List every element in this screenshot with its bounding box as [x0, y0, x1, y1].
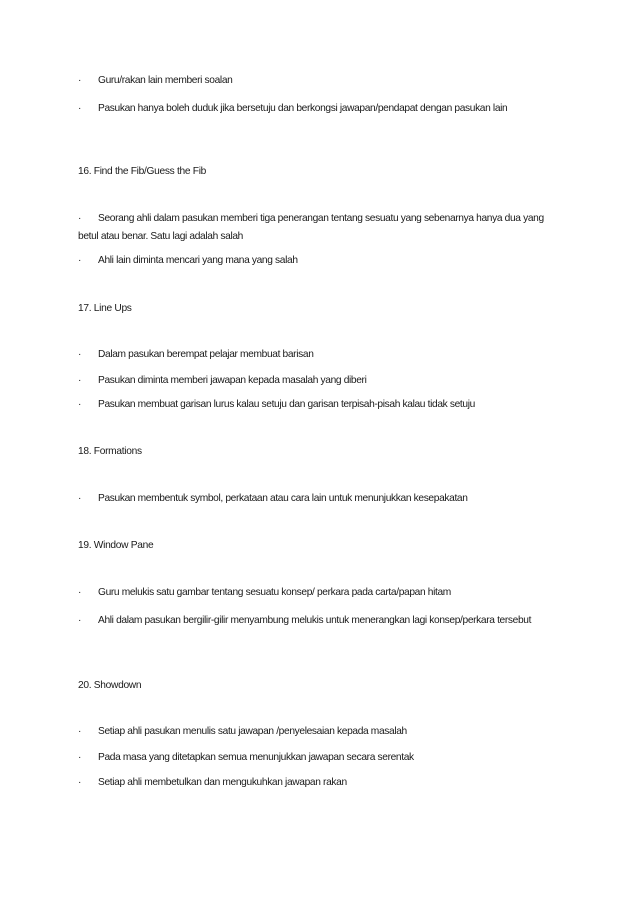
list-item [78, 100, 564, 118]
list-item-text: Pasukan membentuk symbol, perkataan atau cara lain untuk menunjukkan kesepakatan [98, 493, 468, 504]
section-heading: 18. Formations [78, 446, 142, 457]
list-item [78, 612, 564, 630]
list-item [78, 396, 564, 414]
list-item [78, 749, 564, 767]
list-item-text: Pada masa yang ditetapkan semua menunjukkan jawapan secara serentak [98, 752, 414, 763]
list-item [78, 252, 564, 270]
bullet-marker: · [78, 587, 82, 598]
bullet-marker: · [78, 399, 82, 410]
list-item-text: Pasukan diminta memberi jawapan kepada masalah yang diberi [98, 375, 367, 386]
bullet-marker: · [78, 349, 82, 360]
section-heading: 16. Find the Fib/Guess the Fib [78, 166, 207, 177]
list-item-text: Guru/rakan lain memberi soalan [98, 75, 233, 86]
bullet-marker: · [78, 615, 82, 626]
bullet-marker: · [78, 103, 82, 114]
bullet-marker: · [78, 726, 82, 737]
bullet-marker: · [78, 752, 82, 763]
list-item-text: Setiap ahli membetulkan dan mengukuhkan jawapan rakan [98, 777, 347, 788]
list-item-text: Ahli dalam pasukan bergilir-gilir menyambung melukis untuk menerangkan lagi konsep/perkara tersebut [98, 615, 532, 626]
bullet-marker: · [78, 777, 82, 788]
list-item-text: Pasukan membuat garisan lurus kalau setuju dan garisan terpisah-pisah kalau tidak setuju [98, 399, 475, 410]
bullet-marker: · [78, 375, 82, 386]
bullet-marker: · [78, 255, 82, 266]
list-item [78, 723, 564, 741]
list-item [78, 72, 564, 90]
list-item-text: Ahli lain diminta mencari yang mana yang salah [98, 255, 298, 266]
list-item [78, 372, 564, 390]
section-heading: 20. Showdown [78, 680, 142, 691]
list-item-text: Seorang ahli dalam pasukan memberi tiga penerangan tentang sesuatu yang sebenarnya hanya dua yang betul atau benar. Satu lagi adalah salah [78, 213, 544, 242]
list-item [78, 346, 564, 364]
list-item [78, 774, 564, 792]
list-item [78, 490, 564, 508]
list-item-text: Pasukan hanya boleh duduk jika bersetuju dan berkongsi jawapan/pendapat dengan pasukan lain [98, 103, 508, 114]
list-item [78, 584, 564, 602]
bullet-marker: · [78, 493, 82, 504]
list-item [78, 210, 564, 246]
list-item-text: Setiap ahli pasukan menulis satu jawapan /penyelesaian kepada masalah [98, 726, 407, 737]
list-item-text: Guru melukis satu gambar tentang sesuatu konsep/ perkara pada carta/papan hitam [98, 587, 451, 598]
list-item-text: Dalam pasukan berempat pelajar membuat barisan [98, 349, 314, 360]
bullet-marker: · [78, 75, 82, 86]
bullet-marker: · [78, 213, 82, 224]
section-heading: 17. Line Ups [78, 303, 132, 314]
section-heading: 19. Window Pane [78, 540, 154, 551]
